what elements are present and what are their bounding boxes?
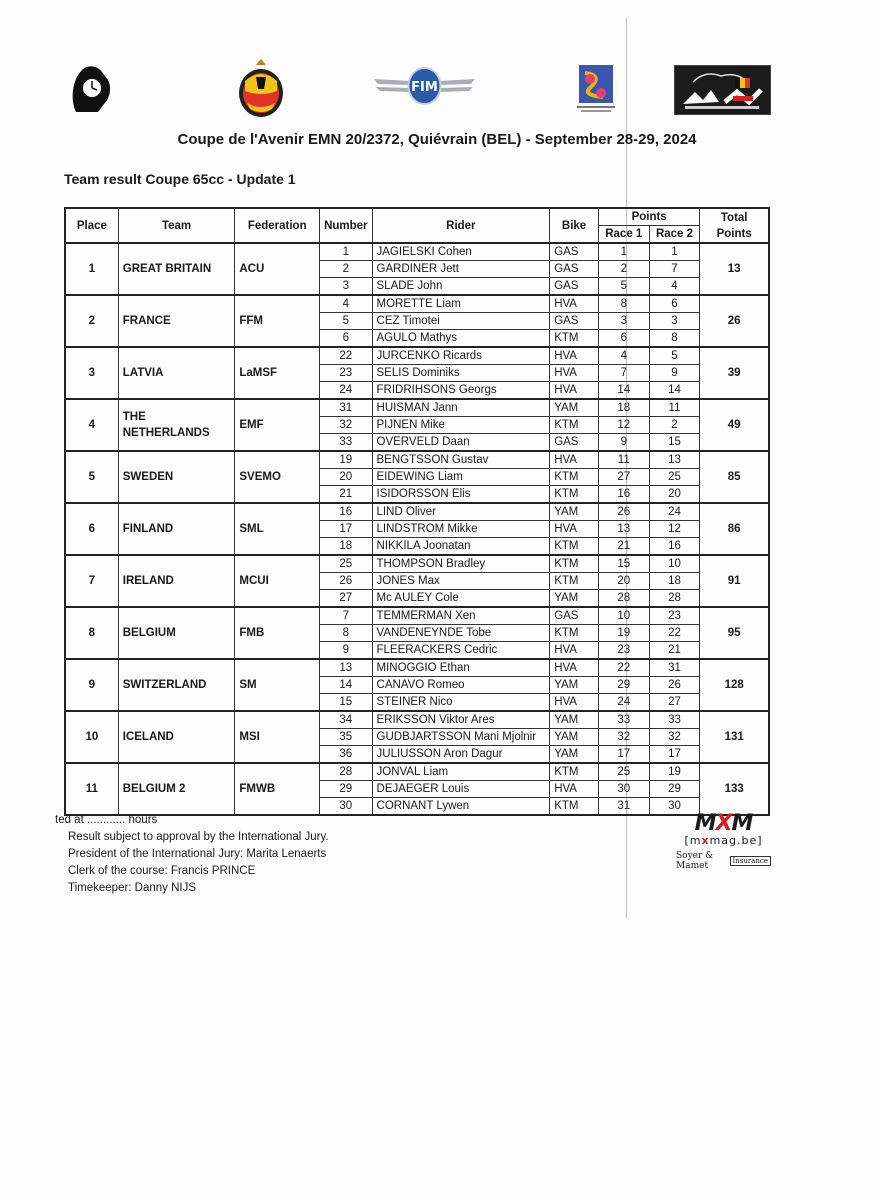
rider-number: 29	[320, 781, 372, 798]
approval-note: Result subject to approval by the International Jury.	[68, 831, 329, 843]
team-results-table	[64, 207, 770, 816]
race1-points: 4	[598, 347, 649, 365]
race1-points: 32	[598, 729, 649, 746]
race1-points: 13	[598, 521, 649, 538]
rider-number: 14	[320, 677, 372, 694]
rider-bike: KTM	[550, 555, 599, 573]
team-total-points: 49	[700, 399, 769, 451]
race1-points: 2	[598, 261, 649, 278]
belgian-lion-crest-icon	[232, 57, 290, 119]
race2-points: 29	[649, 781, 700, 798]
race1-points: 12	[598, 417, 649, 434]
team-place: 7	[65, 555, 118, 607]
header-bike: Bike	[550, 208, 599, 243]
mxmag-suffix: mag.be]	[709, 834, 763, 847]
rider-number: 26	[320, 573, 372, 590]
team-total-points: 128	[700, 659, 769, 711]
race2-points: 20	[649, 486, 700, 504]
rider-bike: KTM	[550, 469, 599, 486]
team-total-points: 39	[700, 347, 769, 399]
table-row	[65, 399, 769, 417]
race2-points: 32	[649, 729, 700, 746]
table-row	[65, 659, 769, 677]
fim-winged-logo-icon	[372, 65, 477, 107]
header-points: Points	[598, 208, 699, 226]
rider-name: MORETTE Liam	[372, 295, 550, 313]
rider-number: 16	[320, 503, 372, 521]
table-row	[65, 503, 769, 521]
rider-bike: HVA	[550, 295, 599, 313]
race2-points: 14	[649, 382, 700, 400]
insurance-badge: Insurance	[730, 856, 771, 866]
team-name: FRANCE	[118, 295, 235, 347]
race2-points: 30	[649, 798, 700, 816]
race1-points: 10	[598, 607, 649, 625]
rider-name: NIKKILA Joonatan	[372, 538, 550, 556]
rider-name: JONES Max	[372, 573, 550, 590]
team-federation: FFM	[235, 295, 320, 347]
team-place: 9	[65, 659, 118, 711]
race2-points: 1	[649, 243, 700, 261]
race2-points: 15	[649, 434, 700, 452]
rider-number: 21	[320, 486, 372, 504]
rider-number: 35	[320, 729, 372, 746]
table-header	[65, 208, 769, 243]
rider-name: MINOGGIO Ethan	[372, 659, 550, 677]
rider-bike: HVA	[550, 642, 599, 660]
rider-bike: GAS	[550, 278, 599, 296]
rider-name: OVERVELD Daan	[372, 434, 550, 452]
table-body	[65, 243, 769, 815]
race1-points: 5	[598, 278, 649, 296]
rider-name: ISIDORSSON Elis	[372, 486, 550, 504]
rider-bike: KTM	[550, 573, 599, 590]
province-emblem-icon	[573, 63, 618, 115]
rider-number: 33	[320, 434, 372, 452]
rider-name: BENGTSSON Gustav	[372, 451, 550, 469]
team-name: FINLAND	[118, 503, 235, 555]
team-total-points: 133	[700, 763, 769, 815]
rider-bike: HVA	[550, 781, 599, 798]
mxm-m-right: M	[731, 811, 753, 836]
sponsor-logos	[676, 811, 771, 871]
rider-bike: HVA	[550, 451, 599, 469]
race1-points: 17	[598, 746, 649, 764]
rider-bike: GAS	[550, 243, 599, 261]
race1-points: 26	[598, 503, 649, 521]
table-row	[65, 763, 769, 781]
rider-name: SLADE John	[372, 278, 550, 296]
team-place: 1	[65, 243, 118, 295]
race1-points: 31	[598, 798, 649, 816]
race1-points: 15	[598, 555, 649, 573]
race2-points: 6	[649, 295, 700, 313]
team-name: SWITZERLAND	[118, 659, 235, 711]
rider-number: 22	[320, 347, 372, 365]
rider-bike: KTM	[550, 538, 599, 556]
rider-name: JAGIELSKI Cohen	[372, 243, 550, 261]
header-race1: Race 1	[598, 226, 649, 244]
rider-bike: HVA	[550, 521, 599, 538]
mxmag-prefix: [m	[684, 834, 702, 847]
province-hainaut-logo	[573, 63, 618, 115]
race2-points: 25	[649, 469, 700, 486]
header-rider: Rider	[372, 208, 550, 243]
rider-name: EIDEWING Liam	[372, 469, 550, 486]
mxmag-x: x	[701, 834, 710, 847]
header-place: Place	[65, 208, 118, 243]
rider-name: AGULO Mathys	[372, 330, 550, 348]
race2-points: 10	[649, 555, 700, 573]
team-name: IRELAND	[118, 555, 235, 607]
race1-points: 11	[598, 451, 649, 469]
amicale-motocross-mx-logo	[674, 65, 771, 115]
rider-bike: KTM	[550, 798, 599, 816]
rider-name: CEZ Timotei	[372, 313, 550, 330]
race2-points: 24	[649, 503, 700, 521]
rider-number: 15	[320, 694, 372, 712]
race1-points: 7	[598, 365, 649, 382]
soyer-mamet-logo	[676, 851, 771, 871]
page-title: Coupe de l'Avenir EMN 20/2372, Quiévrain (BEL) - September 28-29, 2024	[177, 131, 697, 148]
rider-name: ERIKSSON Viktor Ares	[372, 711, 550, 729]
race2-points: 21	[649, 642, 700, 660]
rider-number: 1	[320, 243, 372, 261]
race2-points: 27	[649, 694, 700, 712]
rider-bike: HVA	[550, 382, 599, 400]
rider-bike: YAM	[550, 590, 599, 608]
race1-points: 30	[598, 781, 649, 798]
clerk-of-course: Clerk of the course: Francis PRINCE	[68, 865, 256, 877]
rider-bike: HVA	[550, 694, 599, 712]
race1-points: 25	[598, 763, 649, 781]
rider-number: 7	[320, 607, 372, 625]
team-place: 11	[65, 763, 118, 815]
rider-number: 8	[320, 625, 372, 642]
rider-name: FRIDRIHSONS Georgs	[372, 382, 550, 400]
jury-president: President of the International Jury: Marita Lenaerts	[68, 848, 327, 860]
race2-points: 4	[649, 278, 700, 296]
rider-bike: HVA	[550, 659, 599, 677]
rider-bike: KTM	[550, 417, 599, 434]
team-place: 10	[65, 711, 118, 763]
rider-name: HUISMAN Jann	[372, 399, 550, 417]
team-place: 8	[65, 607, 118, 659]
header-race2: Race 2	[649, 226, 700, 244]
race2-points: 11	[649, 399, 700, 417]
rider-bike: YAM	[550, 746, 599, 764]
hands-clock-icon	[68, 60, 116, 116]
rider-name: JURCENKO Ricards	[372, 347, 550, 365]
race2-points: 2	[649, 417, 700, 434]
table-row	[65, 451, 769, 469]
team-total-points: 85	[700, 451, 769, 503]
header-team: Team	[118, 208, 235, 243]
race2-points: 7	[649, 261, 700, 278]
rider-number: 18	[320, 538, 372, 556]
rider-bike: KTM	[550, 486, 599, 504]
table-row	[65, 607, 769, 625]
rider-number: 20	[320, 469, 372, 486]
race2-points: 22	[649, 625, 700, 642]
race1-points: 6	[598, 330, 649, 348]
race1-points: 23	[598, 642, 649, 660]
svg-text:FIM: FIM	[411, 80, 438, 95]
team-total-points: 131	[700, 711, 769, 763]
race2-points: 18	[649, 573, 700, 590]
team-name: BELGIUM	[118, 607, 235, 659]
team-federation: FMB	[235, 607, 320, 659]
fmb-belgium-crest-logo	[232, 57, 290, 119]
table-row	[65, 711, 769, 729]
team-total-points: 86	[700, 503, 769, 555]
rider-name: Mc AULEY Cole	[372, 590, 550, 608]
team-total-points: 26	[700, 295, 769, 347]
race1-points: 3	[598, 313, 649, 330]
team-federation: SM	[235, 659, 320, 711]
footer-notes	[55, 812, 329, 897]
rider-number: 3	[320, 278, 372, 296]
race1-points: 29	[598, 677, 649, 694]
team-place: 5	[65, 451, 118, 503]
rider-bike: GAS	[550, 313, 599, 330]
race1-points: 22	[598, 659, 649, 677]
fim-logo	[372, 65, 477, 107]
team-total-points: 13	[700, 243, 769, 295]
posted-time-note: ted at ............ hours	[55, 814, 158, 826]
table-row	[65, 243, 769, 261]
rider-number: 27	[320, 590, 372, 608]
team-federation: ACU	[235, 243, 320, 295]
race2-points: 5	[649, 347, 700, 365]
header-total-points: Total Points	[700, 208, 769, 243]
rider-number: 34	[320, 711, 372, 729]
rider-name: LINDSTROM Mikke	[372, 521, 550, 538]
race2-points: 13	[649, 451, 700, 469]
race2-points: 9	[649, 365, 700, 382]
mxm-x: X	[715, 811, 732, 836]
rider-name: GUDBJARTSSON Mani Mjolnir	[372, 729, 550, 746]
race2-points: 26	[649, 677, 700, 694]
team-federation: SVEMO	[235, 451, 320, 503]
race1-points: 21	[598, 538, 649, 556]
rider-number: 19	[320, 451, 372, 469]
rider-number: 13	[320, 659, 372, 677]
team-place: 6	[65, 503, 118, 555]
race2-points: 8	[649, 330, 700, 348]
rider-number: 2	[320, 261, 372, 278]
rider-name: LIND Oliver	[372, 503, 550, 521]
rider-bike: GAS	[550, 607, 599, 625]
rider-name: CORNANT Lywen	[372, 798, 550, 816]
rider-name: CANAVO Romeo	[372, 677, 550, 694]
mx-motocross-icon	[675, 66, 770, 114]
race2-points: 31	[649, 659, 700, 677]
team-total-points: 95	[700, 607, 769, 659]
rider-bike: GAS	[550, 261, 599, 278]
rider-name: STEINER Nico	[372, 694, 550, 712]
table-row	[65, 295, 769, 313]
race1-points: 28	[598, 590, 649, 608]
table-row	[65, 555, 769, 573]
race2-points: 33	[649, 711, 700, 729]
race1-points: 8	[598, 295, 649, 313]
rider-bike: KTM	[550, 625, 599, 642]
race1-points: 33	[598, 711, 649, 729]
rider-number: 6	[320, 330, 372, 348]
race1-points: 1	[598, 243, 649, 261]
race1-points: 27	[598, 469, 649, 486]
rider-number: 23	[320, 365, 372, 382]
rider-number: 31	[320, 399, 372, 417]
rider-name: THOMPSON Bradley	[372, 555, 550, 573]
rider-bike: YAM	[550, 729, 599, 746]
race2-points: 12	[649, 521, 700, 538]
race1-points: 14	[598, 382, 649, 400]
soyer-mamet-text: Soyer & Mamet	[676, 851, 714, 871]
team-place: 3	[65, 347, 118, 399]
team-name: BELGIUM 2	[118, 763, 235, 815]
rider-bike: HVA	[550, 347, 599, 365]
rider-name: VANDENEYNDE Tobe	[372, 625, 550, 642]
race1-points: 18	[598, 399, 649, 417]
team-name: LATVIA	[118, 347, 235, 399]
race2-points: 17	[649, 746, 700, 764]
team-total-points: 91	[700, 555, 769, 607]
team-federation: MCUI	[235, 555, 320, 607]
race2-points: 3	[649, 313, 700, 330]
hands-clock-logo	[68, 60, 116, 116]
team-federation: MSI	[235, 711, 320, 763]
logo-row	[0, 55, 874, 120]
header-number: Number	[320, 208, 372, 243]
rider-number: 25	[320, 555, 372, 573]
rider-number: 36	[320, 746, 372, 764]
rider-number: 9	[320, 642, 372, 660]
rider-bike: HVA	[550, 365, 599, 382]
rider-bike: YAM	[550, 503, 599, 521]
rider-bike: YAM	[550, 677, 599, 694]
race2-points: 28	[649, 590, 700, 608]
rider-name: DEJAEGER Louis	[372, 781, 550, 798]
rider-number: 17	[320, 521, 372, 538]
team-place: 4	[65, 399, 118, 451]
rider-bike: GAS	[550, 434, 599, 452]
rider-number: 5	[320, 313, 372, 330]
table-row	[65, 347, 769, 365]
team-federation: EMF	[235, 399, 320, 451]
race1-points: 24	[598, 694, 649, 712]
race2-points: 23	[649, 607, 700, 625]
result-subtitle: Team result Coupe 65cc - Update 1	[64, 171, 296, 187]
team-name: GREAT BRITAIN	[118, 243, 235, 295]
header-federation: Federation	[235, 208, 320, 243]
team-name: ICELAND	[118, 711, 235, 763]
timekeeper: Timekeeper: Danny NIJS	[68, 882, 197, 894]
rider-name: TEMMERMAN Xen	[372, 607, 550, 625]
rider-bike: KTM	[550, 330, 599, 348]
rider-bike: YAM	[550, 711, 599, 729]
rider-bike: KTM	[550, 763, 599, 781]
race2-points: 19	[649, 763, 700, 781]
rider-number: 32	[320, 417, 372, 434]
race1-points: 9	[598, 434, 649, 452]
rider-number: 30	[320, 798, 372, 816]
team-place: 2	[65, 295, 118, 347]
team-federation: LaMSF	[235, 347, 320, 399]
mxm-m-left: M	[694, 811, 716, 836]
rider-name: PIJNEN Mike	[372, 417, 550, 434]
rider-name: GARDINER Jett	[372, 261, 550, 278]
mxmag-url-logo	[676, 834, 771, 847]
rider-bike: YAM	[550, 399, 599, 417]
mxm-logo	[676, 811, 771, 836]
rider-name: SELIS Dominiks	[372, 365, 550, 382]
team-name: SWEDEN	[118, 451, 235, 503]
rider-number: 28	[320, 763, 372, 781]
team-name: THE NETHERLANDS	[118, 399, 235, 451]
rider-name: FLEERACKERS Cedric	[372, 642, 550, 660]
race1-points: 19	[598, 625, 649, 642]
race1-points: 16	[598, 486, 649, 504]
rider-name: JULIUSSON Aron Dagur	[372, 746, 550, 764]
race2-points: 16	[649, 538, 700, 556]
team-federation: SML	[235, 503, 320, 555]
rider-number: 24	[320, 382, 372, 400]
team-federation: FMWB	[235, 763, 320, 815]
rider-name: JONVAL Liam	[372, 763, 550, 781]
rider-number: 4	[320, 295, 372, 313]
race1-points: 20	[598, 573, 649, 590]
